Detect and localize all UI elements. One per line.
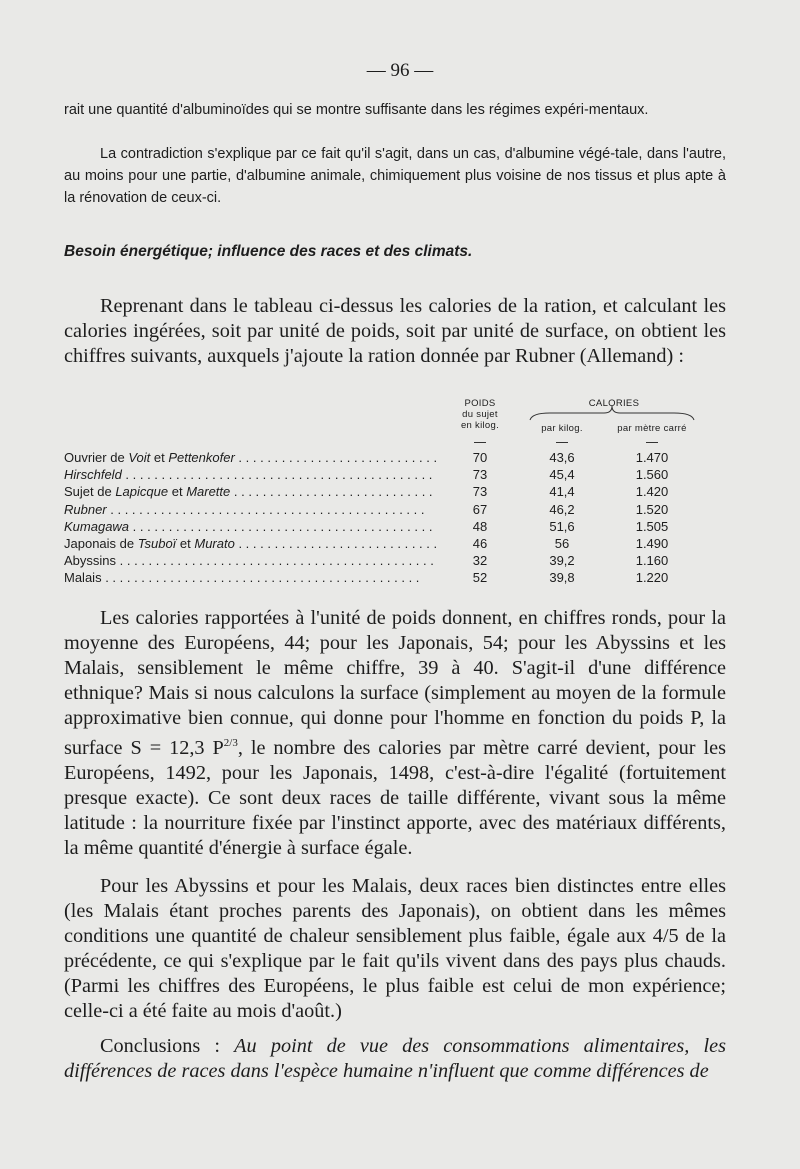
row-label-name: Voit [128, 450, 151, 465]
page-number: — 96 — [366, 60, 434, 81]
cell-metre: 1.520 [635, 501, 669, 517]
exponent: 2/3 [223, 737, 238, 749]
cell-poids: 52 [472, 570, 488, 586]
cell-kilog: 43,6 [549, 450, 575, 465]
row-label-mid: et [176, 536, 195, 551]
table-row [64, 570, 726, 586]
section-heading: Besoin énergétique; influence des races et des climats. [64, 243, 473, 260]
row-label-name2: Pettenkofer [168, 450, 235, 465]
paragraph-reprenant: Reprenant dans le tableau ci-dessus les calories de la ration, et calculant les calories ingérées, soit par unité de poids, soit par unité de surface, on obtient les chiffres suivants, auxquels j'ajoute la ration donnée par Rubner (Allemand) : [64, 295, 726, 367]
row-label-name: Kumagawa [64, 518, 130, 534]
cell-metre: 1.420 [635, 484, 669, 500]
row-label-name: Rubner [64, 501, 107, 517]
cell-metre: 1.160 [635, 553, 669, 569]
column-dash [556, 442, 568, 443]
row-label [64, 450, 436, 466]
row-label-name2: Marette [186, 484, 231, 500]
paragraph-abyssins: Pour les Abyssins et pour les Malais, deux races bien distinctes entre elles (les Malais étant proches parents des Japonais), on obtient dans les mêmes conditions une quantité de chaleur sensiblement plus faible, égale aux 4/5 de la précédente, ce qui s'explique par le fait qu'ils vivent dans des pays plus chauds. (Parmi les chiffres des Européens, le plus faible est celui de mon expérience; celle-ci a été faite au mois d'août.) [64, 875, 726, 1022]
table-row [64, 553, 726, 569]
intro-line: rait une quantité d'albuminoïdes qui se montre suffisante dans les régimes expéri-mentaux. [64, 102, 649, 118]
row-label-prefix: Japonais de [64, 536, 138, 551]
cell-poids: 73 [472, 467, 488, 483]
cell-kilog: 39,8 [549, 570, 575, 586]
cell-poids: 32 [472, 553, 488, 569]
header-par-kilog: par kilog. [541, 423, 583, 434]
header-poids-line1: POIDS [464, 398, 496, 409]
table-row [64, 484, 726, 500]
cell-kilog: 46,2 [549, 501, 575, 517]
table-row [64, 536, 726, 552]
row-label-mid: et [168, 484, 187, 500]
table-row [64, 502, 726, 518]
header-par-metre-carre: par mètre carré [617, 423, 687, 434]
cell-poids: 46 [472, 536, 488, 551]
calories-brace [528, 402, 696, 422]
intro-paragraph: La contradiction s'explique par ce fait qu'il s'agit, dans un cas, d'albumine végé-tale, dans l'autre, au moins pour une partie, d'albumine animale, chimiquement plus voisine de nos tissus et plus apte à la rénovation de ceux-ci. [64, 146, 726, 206]
header-poids-line3: en kilog. [460, 420, 500, 431]
conclusions-italic-text: Au point de vue des consommations alimentaires, les différences de races dans l'espèce humaine n'influent que comme différences de [64, 1035, 726, 1082]
cell-kilog: 41,4 [549, 484, 575, 500]
column-dash [474, 442, 486, 443]
cell-poids: 73 [472, 484, 488, 500]
cell-poids: 48 [472, 518, 488, 534]
row-label [64, 570, 436, 586]
cell-kilog: 56 [554, 536, 570, 551]
row-label [64, 484, 436, 500]
header-poids [454, 398, 506, 431]
row-label-name: Hirschfeld [64, 467, 122, 483]
row-label-name2: Murato [194, 536, 235, 551]
paragraph-calories [64, 606, 726, 861]
calories-text-after: , le nombre des calories par mètre carré devient, pour les Européens, 1492, pour les Japonais, 1498, c'est-à-dire l'égalité (fortuitement presque exacte). Ce sont deux races de taille différente, vivant sous la même latitude : la nourriture fixée par l'instinct apporte, avec des matériaux différents, la même quantité d'énergie à surface égale. [64, 736, 726, 859]
cell-metre: 1.560 [635, 467, 669, 483]
cell-poids: 70 [472, 450, 488, 465]
cell-kilog: 51,6 [549, 518, 575, 534]
row-label [64, 467, 436, 483]
calories-text-before: Les calories rapportées à l'unité de poids donnent, en chiffres ronds, pour la moyenne des Européens, 44; pour les Japonais, 54; pour les Abyssins et les Malais, sensiblement le même chiffre, 39 à 40. S'agit-il d'une différence ethnique? Mais si nous calculons la surface (simplement au moyen de la formule approximative bien connue, qui donne pour l'homme en fonction du poids P, la surface S = 12,3 P [64, 607, 726, 759]
header-poids-line2: du sujet [462, 409, 498, 420]
row-label-mid: et [150, 450, 169, 465]
cell-metre: 1.490 [635, 536, 669, 551]
row-label-name: Lapicque [115, 484, 169, 500]
conclusions-label: Conclusions : [100, 1035, 235, 1057]
row-label-prefix: Malais [64, 570, 102, 586]
row-label-name: Tsuboï [137, 536, 177, 551]
cell-poids: 67 [472, 501, 488, 517]
cell-kilog: 45,4 [549, 467, 575, 483]
row-label-prefix: Ouvrier de [64, 450, 129, 465]
table-row [64, 450, 726, 466]
row-label-prefix: Abyssins [64, 553, 117, 569]
table-row [64, 519, 726, 535]
row-label [64, 553, 436, 569]
row-label [64, 536, 436, 552]
row-label [64, 502, 436, 518]
cell-metre: 1.505 [635, 518, 669, 534]
cell-metre: 1.470 [635, 450, 669, 465]
table-row [64, 467, 726, 483]
row-label-prefix: Sujet de [64, 484, 116, 500]
cell-metre: 1.220 [635, 570, 669, 586]
header-calories: CALORIES [588, 398, 640, 409]
paragraph-conclusions [64, 1034, 726, 1084]
row-label [64, 519, 436, 535]
cell-kilog: 39,2 [549, 553, 575, 569]
column-dash [646, 442, 658, 443]
